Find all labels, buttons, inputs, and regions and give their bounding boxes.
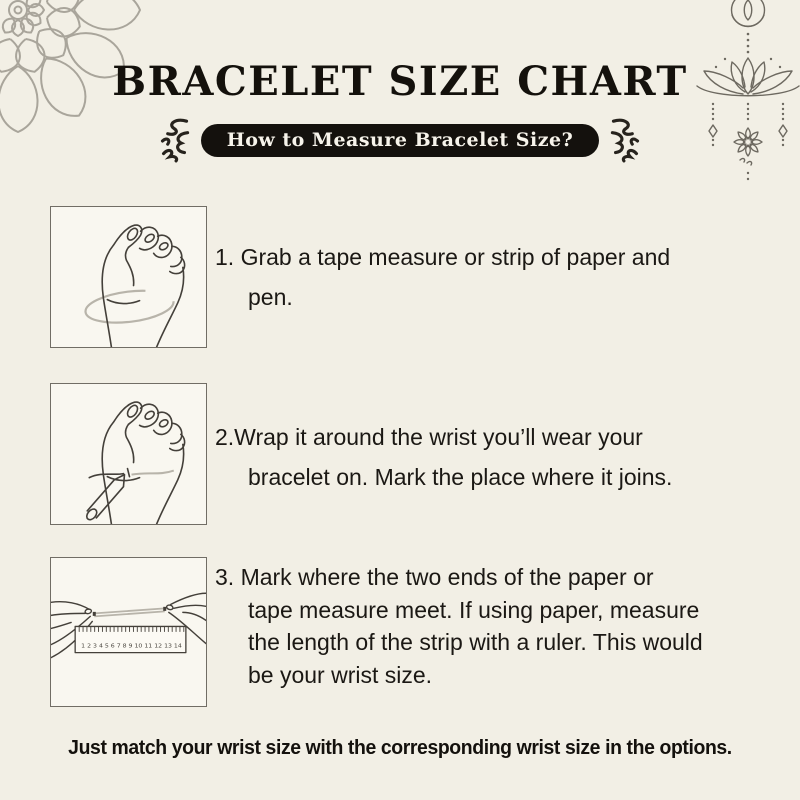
step-line: tape measure meet. If using paper, measure [248,596,700,623]
page-title: BRACELET SIZE CHART [112,58,688,105]
step2-text [215,417,781,497]
step-line: 2.Wrap it around the wrist you’ll wear your [215,424,643,450]
step-line: pen. [248,284,293,310]
step-line: 3. Mark where the two ends of the paper or [215,564,654,590]
step-line: bracelet on. Mark the place where it joins. [248,464,673,490]
step-line: 1. Grab a tape measure or strip of paper and [215,244,671,270]
ruler-numbers: 1 2 3 4 5 6 7 8 9 10 11 12 13 14 [81,643,183,650]
badge-pill: How to Measure Bracelet Size? [201,124,600,157]
flourish-right-icon [608,117,644,163]
step-line: the length of the strip with a ruler. This would [248,629,703,655]
fist-wrist-circle-icon [51,207,206,347]
hands-ruler-strip-icon [51,558,206,706]
step3-text [215,561,781,691]
fist-pen-marking-icon [51,384,206,524]
step1-text [215,237,781,317]
step3-figure [50,557,207,707]
step1-figure [50,206,207,348]
footer-note: Just match your wrist size with the corresponding wrist size in the options. [68,737,732,759]
badge-row [0,116,800,164]
step-line: be your wrist size. [248,661,433,688]
step2-figure [50,383,207,525]
flourish-left-icon [156,117,192,163]
